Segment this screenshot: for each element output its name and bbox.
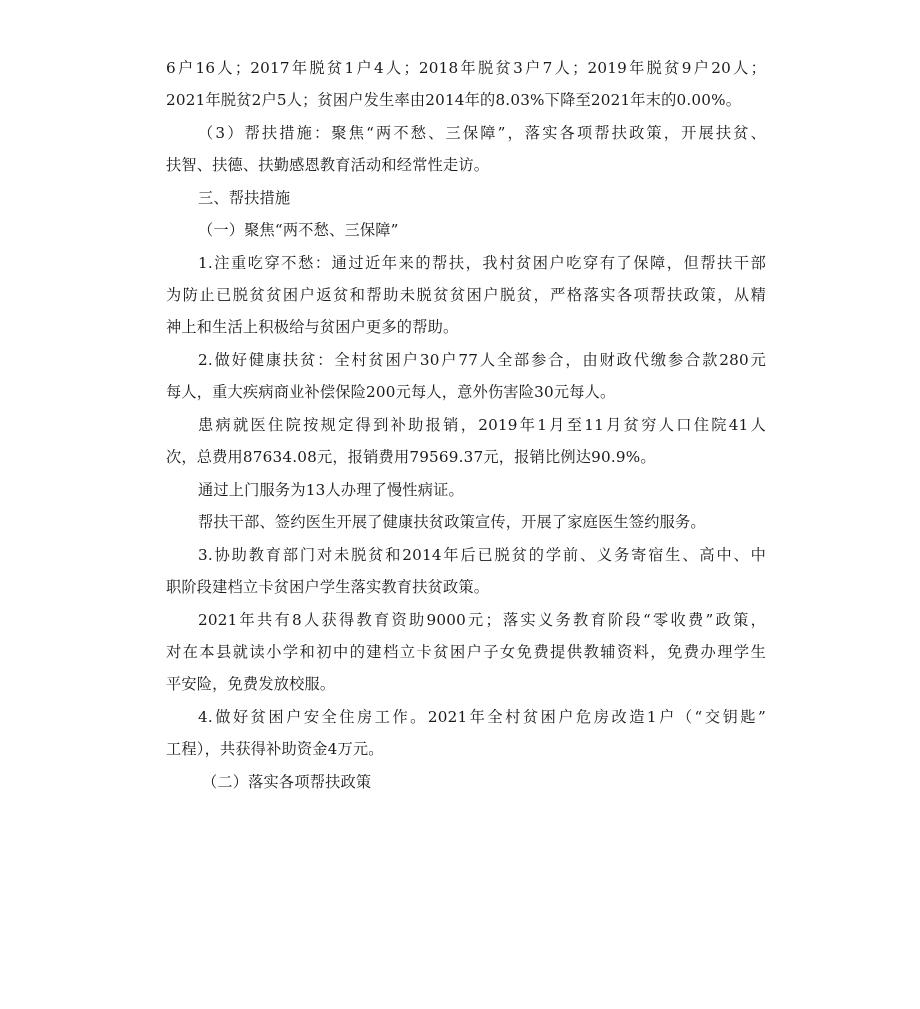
paragraph-line: 2021年共有8人获得教育资助9000元；落实义务教育阶段“零收费”政策， <box>198 611 766 629</box>
paragraph-line: 帮扶干部、签约医生开展了健康扶贫政策宣传，开展了家庭医生签约服务。 <box>198 513 706 531</box>
paragraph-line: 对在本县就读小学和初中的建档立卡贫困户子女免费提供教辅资料，免费办理学生 <box>166 643 766 661</box>
paragraph-line: 工程），共获得补助资金4万元。 <box>166 740 384 758</box>
section-heading: 三、帮扶措施 <box>198 189 291 207</box>
paragraph-line: 次，总费用87634.08元，报销费用79569.37元，报销比例达90.9%。 <box>166 448 656 466</box>
paragraph-line: 2021年脱贫2户5人；贫困户发生率由2014年的8.03%下降至2021年末的0.00%。 <box>166 91 742 109</box>
paragraph-line: 2.做好健康扶贫：全村贫困户30户77人全部参合，由财政代缴参合款280元 <box>198 351 766 369</box>
paragraph-line: 4.做好贫困户安全住房工作。2021年全村贫困户危房改造1户（“交钥匙” <box>198 708 766 726</box>
paragraph-line: 6户16人；2017年脱贫1户4人；2018年脱贫3户7人；2019年脱贫9户20人； <box>166 59 766 77</box>
paragraph-line: 为防止已脱贫贫困户返贫和帮助未脱贫贫困户脱贫，严格落实各项帮扶政策，从精 <box>166 286 766 304</box>
paragraph-line: 平安险，免费发放校服。 <box>166 675 336 693</box>
paragraph-line: 患病就医住院按规定得到补助报销，2019年1月至11月贫穷人口住院41人 <box>198 416 766 434</box>
subsection-heading: （一）聚焦“两不愁、三保障” <box>198 221 399 239</box>
paragraph-line: 职阶段建档立卡贫困户学生落实教育扶贫政策。 <box>166 578 490 596</box>
paragraph-line: 1.注重吃穿不愁：通过近年来的帮扶，我村贫困户吃穿有了保障，但帮扶干部 <box>198 254 766 272</box>
paragraph-line: 通过上门服务为13人办理了慢性病证。 <box>198 481 464 499</box>
paragraph-line: 每人，重大疾病商业补偿保险200元每人，意外伤害险30元每人。 <box>166 383 616 401</box>
paragraph-line: （3）帮扶措施：聚焦“两不愁、三保障”，落实各项帮扶政策，开展扶贫、 <box>198 124 766 142</box>
subsection-heading: （二）落实各项帮扶政策 <box>202 773 372 791</box>
paragraph-line: 神上和生活上积极给与贫困户更多的帮助。 <box>166 318 459 336</box>
paragraph-line: 扶智、扶德、扶勤感恩教育活动和经常性走访。 <box>166 156 490 174</box>
paragraph-line: 3.协助教育部门对未脱贫和2014年后已脱贫的学前、义务寄宿生、高中、中 <box>198 546 766 564</box>
